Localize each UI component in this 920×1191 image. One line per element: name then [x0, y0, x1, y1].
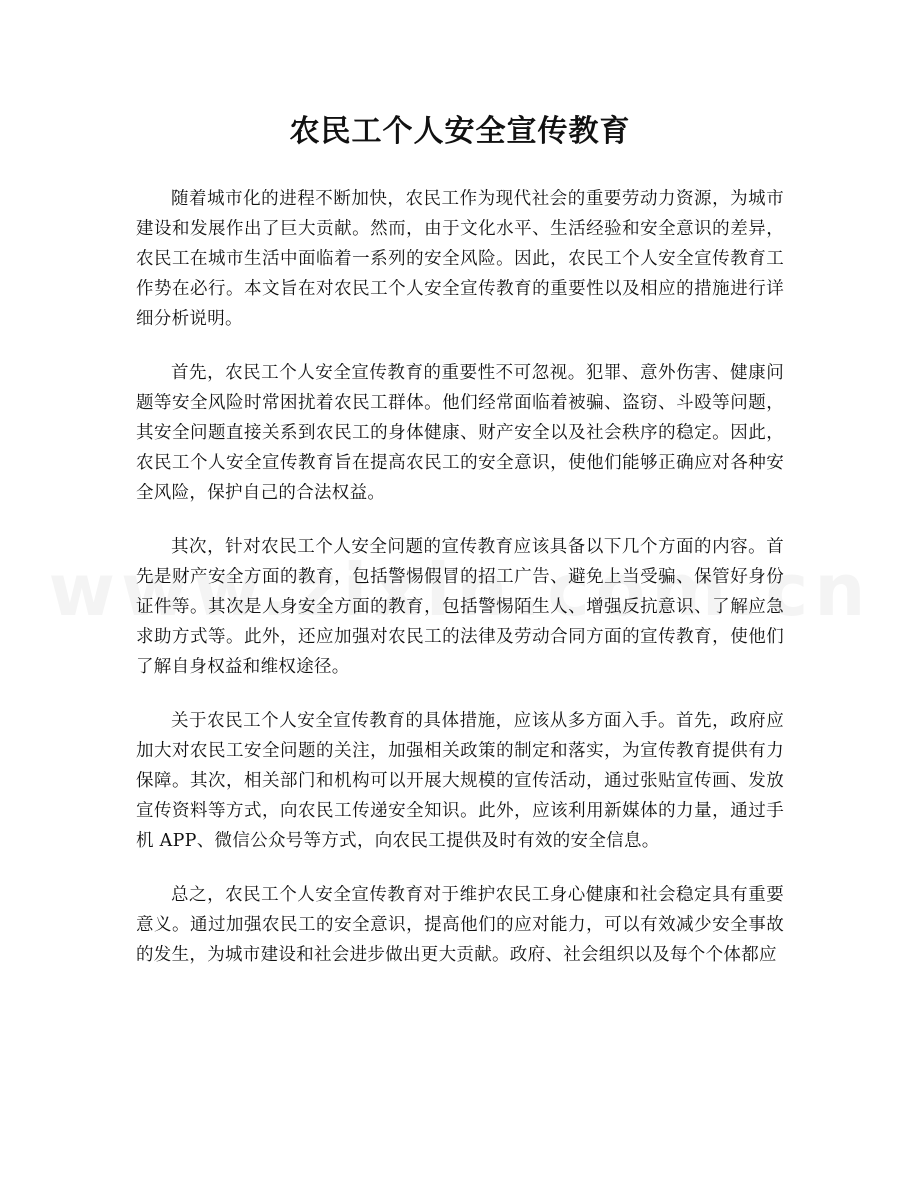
paragraph-importance: 首先，农民工个人安全宣传教育的重要性不可忽视。犯罪、意外伤害、健康问题等安全风险时常困扰着农民工群体。他们经常面临着被骗、盗窃、斗殴等问题，其安全问题直接关系到农民工的身体健康、财产安全以及社会秩序的稳定。因此，农民工个人安全宣传教育旨在提高农民工的安全意识，使他们能够正确应对各种安全风险，保护自己的合法权益。 — [136, 363, 784, 503]
document-title: 农民工个人安全宣传教育 — [289, 114, 631, 149]
paragraph-measures: 关于农民工个人安全宣传教育的具体措施，应该从多方面入手。首先，政府应加大对农民工安全问题的关注，加强相关政策的制定和落实，为宣传教育提供有力保障。其次，相关部门和机构可以开展大规模的宣传活动，通过张贴宣传画、发放宣传资料等方式，向农民工传递安全知识。此外，应该利用新媒体的力量，通过手机 APP、微信公众号等方式，向农民工提供及时有效的安全信息。 — [136, 711, 784, 851]
paragraph-conclusion: 总之，农民工个人安全宣传教育对于维护农民工身心健康和社会稳定具有重要意义。通过加强农民工的安全意识，提高他们的应对能力，可以有效减少安全事故的发生，为城市建设和社会进步做出更大贡献。政府、社会组织以及每个个体都应 — [136, 885, 784, 965]
paragraph-intro: 随着城市化的进程不断加快，农民工作为现代社会的重要劳动力资源，为城市建设和发展作出了巨大贡献。然而，由于文化水平、生活经验和安全意识的差异，农民工在城市生活中面临着一系列的安全风险。因此，农民工个人安全宣传教育工作势在必行。本文旨在对农民工个人安全宣传教育的重要性以及相应的措施进行详细分析说明。 — [136, 189, 784, 329]
paragraph-content: 其次，针对农民工个人安全问题的宣传教育应该具备以下几个方面的内容。首先是财产安全方面的教育，包括警惕假冒的招工广告、避免上当受骗、保管好身份证件等。其次是人身安全方面的教育，包括警惕陌生人、增强反抗意识、了解应急求助方式等。此外，还应加强对农民工的法律及劳动合同方面的宣传教育，使他们了解自身权益和维权途径。 — [136, 537, 784, 677]
document-body — [136, 184, 784, 994]
